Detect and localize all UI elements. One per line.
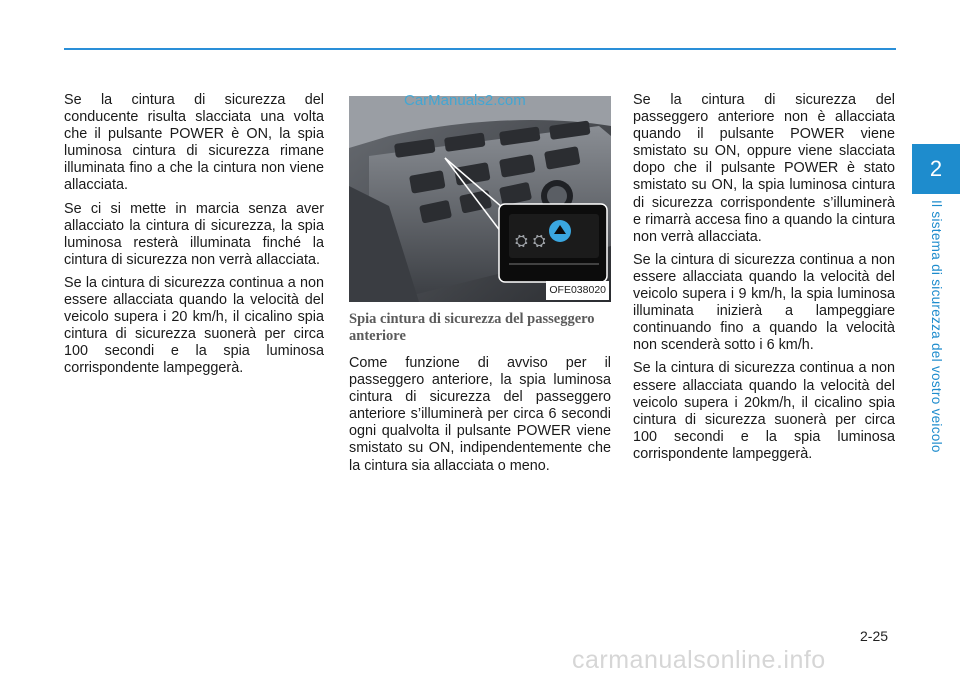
paragraph: Se la cintura di sicurezza continua a non essere allacciata quando la velocità del veicolo supera i 20km/h, il cicalino spia cintura di sicurezza suonerà per circa 100 secondi e la spia luminosa corrispondente lampeggerà.: [633, 360, 895, 462]
page-number: 2-25: [860, 628, 889, 644]
svg-text:⛭ ⛭: ⛭ ⛭: [515, 231, 546, 250]
column-left: [64, 92, 324, 384]
column-middle: [349, 96, 611, 475]
paragraph: Se la cintura di sicurezza continua a non essere allacciata quando la velocità del veicolo supera i 20 km/h, il cicalino spia cintura di sicurezza suonerà per circa 100 secondi e la spia luminosa corrispondente lampeggerà.: [64, 274, 324, 377]
figure-code: OFE038020: [546, 281, 609, 300]
paragraph: Se la cintura di sicurezza del conducente risulta slacciata una volta che il pulsante POWER è ON, la spia luminosa cintura di sicurezza rimane illuminata fino a che la cintura non viene allacciata.: [64, 92, 324, 194]
chapter-title: Il sistema di sicurezza del vostro veicolo: [929, 200, 944, 453]
section-heading: Spia cintura di sicurezza del passeggero anteriore: [349, 311, 595, 344]
paragraph: Se la cintura di sicurezza del passeggero anteriore non è allacciata quando il pulsante POWER viene smistato su ON, oppure viene slacciata dopo che il pulsante POWER è stato smistato su ON, la spia luminosa cintura di sicurezza corrispondente s’illuminerà e rimarrà accesa fino a quando la cintura non verrà allacciata.: [633, 92, 895, 245]
paragraph: Come funzione di avviso per il passeggero anteriore, la spia luminosa cintura di sicurezza del passeggero anteriore s’illuminerà per circa 6 secondi ogni qualvolta il pulsante POWER viene smistato su ON, indipendentemente che la cintura sia allacciata o meno.: [349, 355, 611, 474]
dashboard-figure: [349, 96, 611, 302]
top-rule: [64, 48, 896, 50]
column-right: [633, 92, 895, 469]
paragraph: Se la cintura di sicurezza continua a non essere allacciata quando la velocità del veicolo supera i 9 km/h, la spia luminosa illuminata inizierà a lampeggiare continuando fino a quando la velocità non scenderà sotto i 6 km/h.: [633, 251, 895, 354]
chapter-tab: 2: [912, 144, 960, 194]
paragraph: Se ci si mette in marcia senza aver allacciato la cintura di sicurezza, la spia luminosa resterà illuminata finché la cintura di sicurezza non verrà allacciata.: [64, 200, 324, 268]
console-illustration: [349, 96, 611, 302]
watermark-logo: CarManuals2.com: [404, 92, 526, 109]
footer-watermark: carmanualsonline.info: [572, 646, 826, 674]
